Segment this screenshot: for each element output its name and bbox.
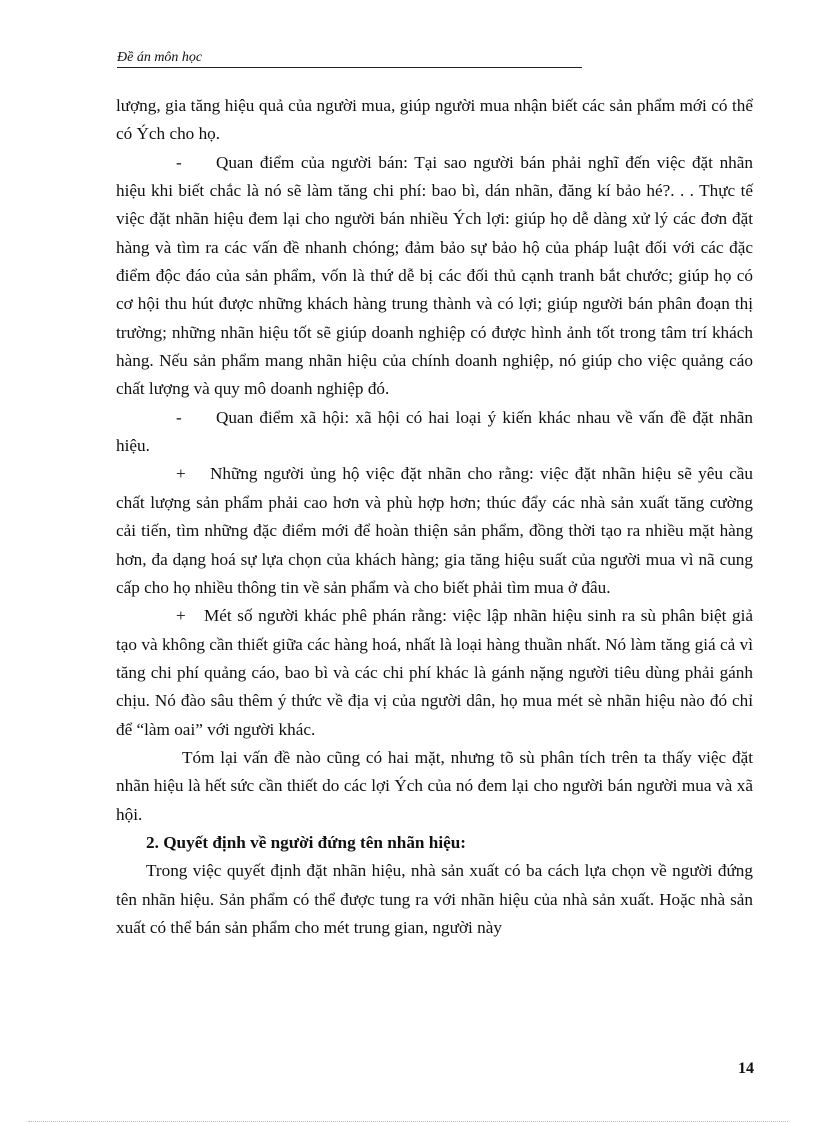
dash-marker: - [176,152,182,172]
paragraph-summary: Tóm lại vấn đề nào cũng có hai mặt, nhưng tõ sù phân tích trên ta thấy việc đặt nhãn hiệu là hết sức cần thiết do các lợi Ých của nó đem lại cho người bán người mua và xã hội. [116,747,753,824]
page-bottom-divider [28,1121,788,1122]
plus-marker: + [176,606,186,626]
paragraph-supporters [116,460,753,602]
plus-marker: + [176,464,186,484]
document-header: Đề án môn học [117,50,582,68]
paragraph-seller-view [116,149,753,404]
document-body [116,92,753,942]
paragraph-society-view [116,404,753,461]
paragraph-text: Những người ủng hộ việc đặt nhãn cho rằng: việc đặt nhãn hiệu sẽ yêu cầu chất lượng sản phẩm phải cao hơn và phù hợp hơn; thúc đẩy các nhà sản xuất tăng cường cải tiến, tìm những đặc điểm mới để hoàn thiện sản phẩm, đồng thời tạo ra nhiều mặt hàng hơn, đa dạng hoá sự lựa chọn của khách hàng; gia tăng hiệu suất của người mua vì nã cung cấp cho họ nhiều thông tin về sản phẩm và cho biết phải tìm mua ở đâu. [116,464,753,597]
paragraph-text: Mét số người khác phê phán rằng: việc lập nhãn hiệu sinh ra sù phân biệt giả tạo và không cần thiết giữa các hàng hoá, nhất là loại hàng thuần nhất. Nó làm tăng giá cả vì tăng chi phí quảng cáo, bao bì và các chi phí khác là gánh nặng người tiêu dùng phải gánh chịu. Nó đào sâu thêm ý thức về địa vị của người dân, họ mua mét sè nhãn hiệu nào đó chỉ để “làm oai” với người khác. [116,606,753,739]
paragraph-continuation: lượng, gia tăng hiệu quả của người mua, giúp người mua nhận biết các sản phẩm mới có thể có Ých cho họ. [116,96,753,144]
paragraph-text: Quan điểm của người bán: Tại sao người bán phải nghĩ đến việc đặt nhãn hiệu khi biết chắc là nó sẽ làm tăng chi phí: bao bì, dán nhãn, đăng kí bảo hé?. . . Thực tế việc đặt nhãn hiệu đem lại cho người bán nhiều Ých lợi: giúp họ dễ dàng xử lý các đơn đặt hàng và tìm ra các vấn đề nhanh chóng; đảm bảo sự bảo hộ của pháp luật đối với các đặc điểm độc đáo của sản phẩm, vốn là thứ dễ bị các đối thủ cạnh tranh bắt chước; giúp họ có cơ hội thu hút được những khách hàng trung thành và có lợi; giúp người bán phân đoạn thị trường; những nhãn hiệu tốt sẽ giúp doanh nghiệp có được hình ảnh tốt trong tâm trí khách hàng. Nếu sản phẩm mang nhãn hiệu của chính doanh nghiệp, nó giúp cho việc quảng cáo chất lượng và quy mô doanh nghiệp đó. [116,152,753,399]
paragraph-brand-owner: Trong việc quyết định đặt nhãn hiệu, nhà sản xuất có ba cách lựa chọn về người đứng tên nhãn hiệu. Sản phẩm có thể được tung ra với nhãn hiệu của nhà sản xuất. Hoặc nhà sản xuất có thể bán sản phẩm cho mét trung gian, người này [116,861,753,937]
paragraph-critics [116,602,753,744]
page-number: 14 [738,1060,754,1077]
paragraph-text: Quan điểm xã hội: xã hội có hai loại ý kiến khác nhau về vấn đề đặt nhãn hiệu. [116,407,753,456]
dash-marker: - [176,407,182,427]
section-heading: 2. Quyết định về người đứng tên nhãn hiệu: [146,832,467,852]
